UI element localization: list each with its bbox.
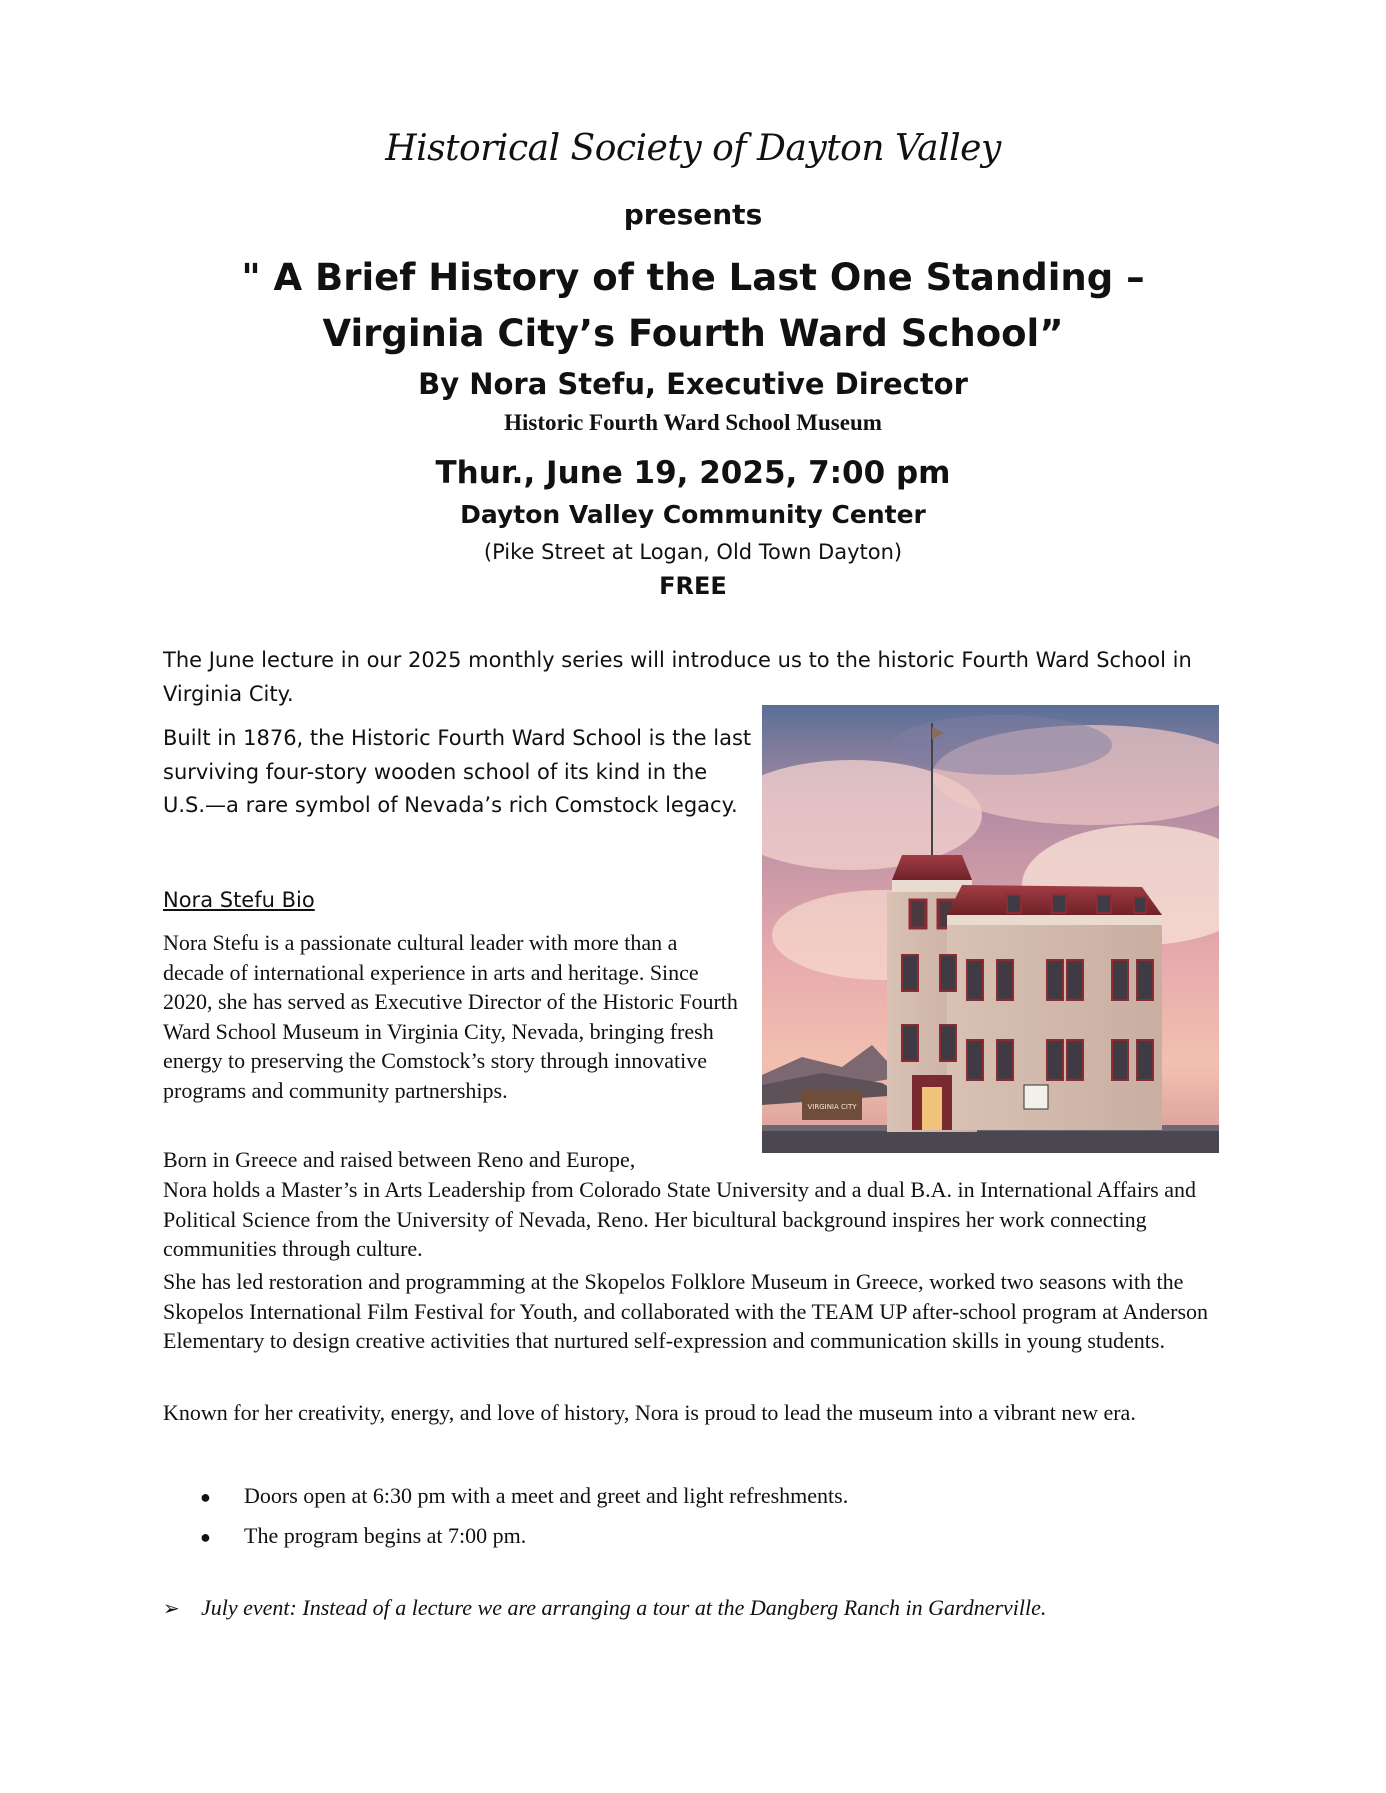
presents-label: presents [623, 198, 763, 231]
bio-paragraph: Born in Greece and raised between Reno and Europe, [163, 1147, 636, 1172]
photo-sign-text: VIRGINIA CITY [807, 1103, 857, 1111]
org-name: Historical Society of Dayton Valley [385, 128, 1001, 169]
event-venue: Dayton Valley Community Center [460, 500, 926, 529]
list-item-text: The program begins at 7:00 pm. [244, 1523, 527, 1548]
list-item-text: Doors open at 6:30 pm with a meet and greet and light refreshments. [244, 1483, 849, 1508]
bullet-icon: ● [200, 1527, 211, 1547]
event-datetime: Thur., June 19, 2025, 7:00 pm [435, 455, 951, 491]
bio-paragraph: She has led restoration and programming at the Skopelos Folklore Museum in Greece, worked two seasons with the Skopelos International Film Festival for Youth, and collaborated with the TEAM UP after-school program at Anderson Elementary to design creative activities that nurtured self-expression and communication skills in young students. [163, 1269, 1208, 1353]
intro-paragraph: The June lecture in our 2025 monthly series will introduce us to the historic Fourth Ward School in Virginia City. [163, 648, 1192, 706]
speaker-byline: By Nora Stefu, Executive Director [418, 367, 968, 401]
bio-paragraph: Nora Stefu is a passionate cultural leader with more than a decade of international experience in arts and heritage. Since 2020, she has served as Executive Director of the Historic Fourth Ward School Museum in Virginia City, Nevada, bringing fresh energy to preserving the Comstock’s story through innovative programs and community partnerships. [163, 930, 738, 1103]
history-paragraph: Built in 1876, the Historic Fourth Ward School is the last surviving four-story wooden school of its kind in the U.S.—a rare symbol of Nevada’s rich Comstock legacy. [163, 726, 752, 817]
list-item [200, 1523, 526, 1549]
lecture-title-line2: Virginia City’s Fourth Ward School” [322, 312, 1064, 355]
event-price: FREE [659, 572, 727, 600]
bio-paragraph: Nora holds a Master’s in Arts Leadership from Colorado State University and a dual B.A. in International Affairs and Political Science from the University of Nevada, Reno. Her bicultural background inspires her work connecting communities through culture. [163, 1177, 1196, 1261]
july-event-text: July event: Instead of a lecture we are arranging a tour at the Dangberg Ranch in Gardnerville. [201, 1595, 1047, 1620]
bullet-icon: ● [200, 1487, 211, 1507]
lecture-title-line1: " A Brief History of the Last One Standing – [241, 256, 1145, 299]
speaker-museum: Historic Fourth Ward School Museum [504, 410, 882, 435]
bio-heading: Nora Stefu Bio [163, 888, 315, 912]
list-item [200, 1483, 848, 1509]
arrow-bullet-icon: ➢ [163, 1598, 180, 1620]
bio-paragraph: Known for her creativity, energy, and love of history, Nora is proud to lead the museum into a vibrant new era. [163, 1400, 1136, 1425]
fourth-ward-school-photo [762, 705, 1219, 1153]
july-event-note [163, 1595, 1046, 1621]
event-address: (Pike Street at Logan, Old Town Dayton) [483, 540, 903, 564]
